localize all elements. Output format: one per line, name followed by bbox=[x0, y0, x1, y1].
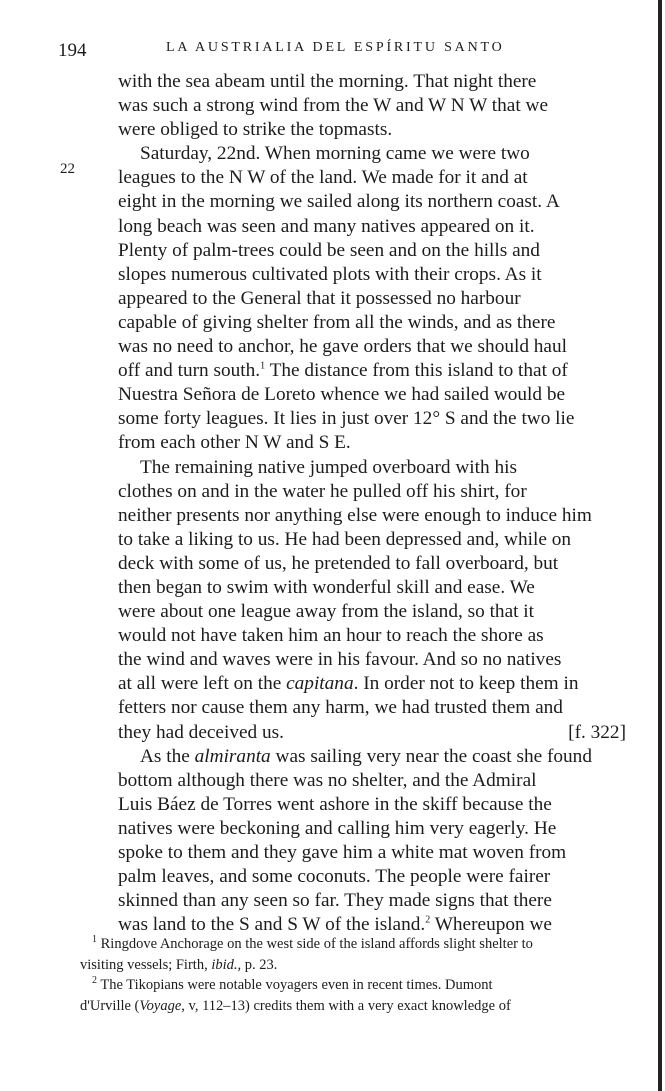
text-line: would not have taken him an hour to reach the shore as bbox=[118, 625, 544, 647]
text-line: to take a liking to us. He had been depressed and, while on bbox=[118, 528, 571, 550]
text-line: fetters nor cause them any harm, we had trusted them and bbox=[118, 697, 563, 719]
footnote-italic: ibid. bbox=[211, 956, 238, 973]
running-head: LA AUSTRIALIA DEL ESPÍRITU SANTO bbox=[166, 40, 505, 55]
footnote-2-continued bbox=[80, 996, 628, 1017]
text-line: some forty leagues. It lies in just over 12° S and the two lie bbox=[118, 408, 575, 430]
footnote-marker: 2 bbox=[92, 975, 97, 987]
footnote-text: d'Urville ( bbox=[80, 997, 140, 1014]
footnote-ref[interactable]: 1 bbox=[260, 360, 266, 372]
text-line: appeared to the General that it possessed no harbour bbox=[118, 287, 521, 309]
text-line: Plenty of palm-trees could be seen and on the hills and bbox=[118, 239, 540, 261]
text-line: eight in the morning we sailed along its northern coast. A bbox=[118, 191, 560, 213]
text-segment: Whereupon we bbox=[434, 914, 552, 936]
page-number: 194 bbox=[58, 40, 87, 61]
text-line: then began to swim with wonderful skill and ease. We bbox=[118, 576, 535, 598]
text-line: leagues to the N W of the land. We made for it and at bbox=[118, 167, 528, 189]
footnote-italic: Voyage bbox=[139, 997, 182, 1014]
footnote-text: , v, 112–13) credits them with a very exact knowledge of bbox=[181, 997, 511, 1014]
text-line: bottom although there was no shelter, and the Admiral bbox=[118, 769, 537, 791]
footnote-text: The Tikopians were notable voyagers even in recent times. Dumont bbox=[97, 977, 493, 993]
text-segment: they had deceived us. bbox=[118, 721, 284, 743]
margin-date-note: 22 bbox=[60, 161, 75, 177]
body-text bbox=[118, 70, 626, 937]
text-line: neither presents nor anything else were enough to induce him bbox=[118, 504, 592, 526]
text-line: palm leaves, and some coconuts. The people were fairer bbox=[118, 866, 551, 888]
text-line: skinned than any seen so far. They made signs that there bbox=[118, 890, 552, 912]
text-line bbox=[118, 745, 626, 769]
text-line: natives were beckoning and calling him very eagerly. He bbox=[118, 817, 557, 839]
text-line: were obliged to strike the topmasts. bbox=[118, 119, 393, 141]
text-line: the wind and waves were in his favour. And so no natives bbox=[118, 649, 562, 671]
footnote-ref[interactable]: 2 bbox=[425, 914, 431, 926]
text-line: from each other N W and S E. bbox=[118, 432, 351, 454]
text-segment: . In order not to keep them in bbox=[353, 673, 579, 695]
text-segment: The distance from this island to that of bbox=[269, 360, 568, 382]
text-line: Nuestra Señora de Loreto whence we had sailed would be bbox=[118, 384, 566, 406]
ship-name-italic: capitana bbox=[286, 673, 354, 695]
text-line bbox=[118, 721, 626, 745]
text-line: long beach was seen and many natives appeared on it. bbox=[118, 215, 535, 237]
text-segment: off and turn south. bbox=[118, 360, 261, 382]
text-line: were about one league away from the island, so that it bbox=[118, 601, 535, 623]
text-line: was no need to anchor, he gave orders that we should haul bbox=[118, 336, 567, 358]
text-line: deck with some of us, he pretended to fall overboard, but bbox=[118, 552, 559, 574]
text-line bbox=[118, 359, 626, 383]
text-segment: at all were left on the bbox=[118, 673, 282, 695]
footnote-2 bbox=[80, 975, 628, 996]
footnotes bbox=[80, 934, 628, 1016]
footnote-text: visiting vessels; Firth, bbox=[80, 956, 212, 973]
footnote-text: Ringdove Anchorage on the west side of the island affords slight shelter to bbox=[97, 936, 533, 952]
footnote-1-continued bbox=[80, 955, 628, 976]
text-line: clothes on and in the water he pulled off his shirt, for bbox=[118, 480, 527, 502]
ship-name-italic: almiranta bbox=[194, 745, 271, 767]
text-line: was such a strong wind from the W and W N W that we bbox=[118, 95, 549, 117]
text-line: Saturday, 22nd. When morning came we were two bbox=[140, 143, 530, 165]
text-line: capable of giving shelter from all the winds, and as there bbox=[118, 311, 556, 333]
text-line: Luis Báez de Torres went ashore in the skiff because the bbox=[118, 793, 552, 815]
footnote-marker: 1 bbox=[92, 934, 97, 946]
text-segment: was land to the S and S W of the island. bbox=[118, 914, 426, 936]
text-segment: As the bbox=[140, 745, 190, 767]
page-edge-line bbox=[658, 0, 662, 1091]
text-line: spoke to them and they gave him a white mat woven from bbox=[118, 842, 567, 863]
text-line bbox=[118, 672, 626, 696]
page-header bbox=[58, 40, 618, 64]
footnote-text: , p. 23. bbox=[237, 956, 278, 973]
text-line: with the sea abeam until the morning. That night there bbox=[118, 71, 537, 92]
text-line: slopes numerous cultivated plots with their crops. As it bbox=[118, 263, 542, 285]
text-segment: was sailing very near the coast she found bbox=[275, 745, 592, 767]
text-line: The remaining native jumped overboard with his bbox=[140, 456, 517, 478]
footnote-1 bbox=[80, 934, 628, 955]
folio-reference: [f. 322] bbox=[568, 721, 626, 743]
